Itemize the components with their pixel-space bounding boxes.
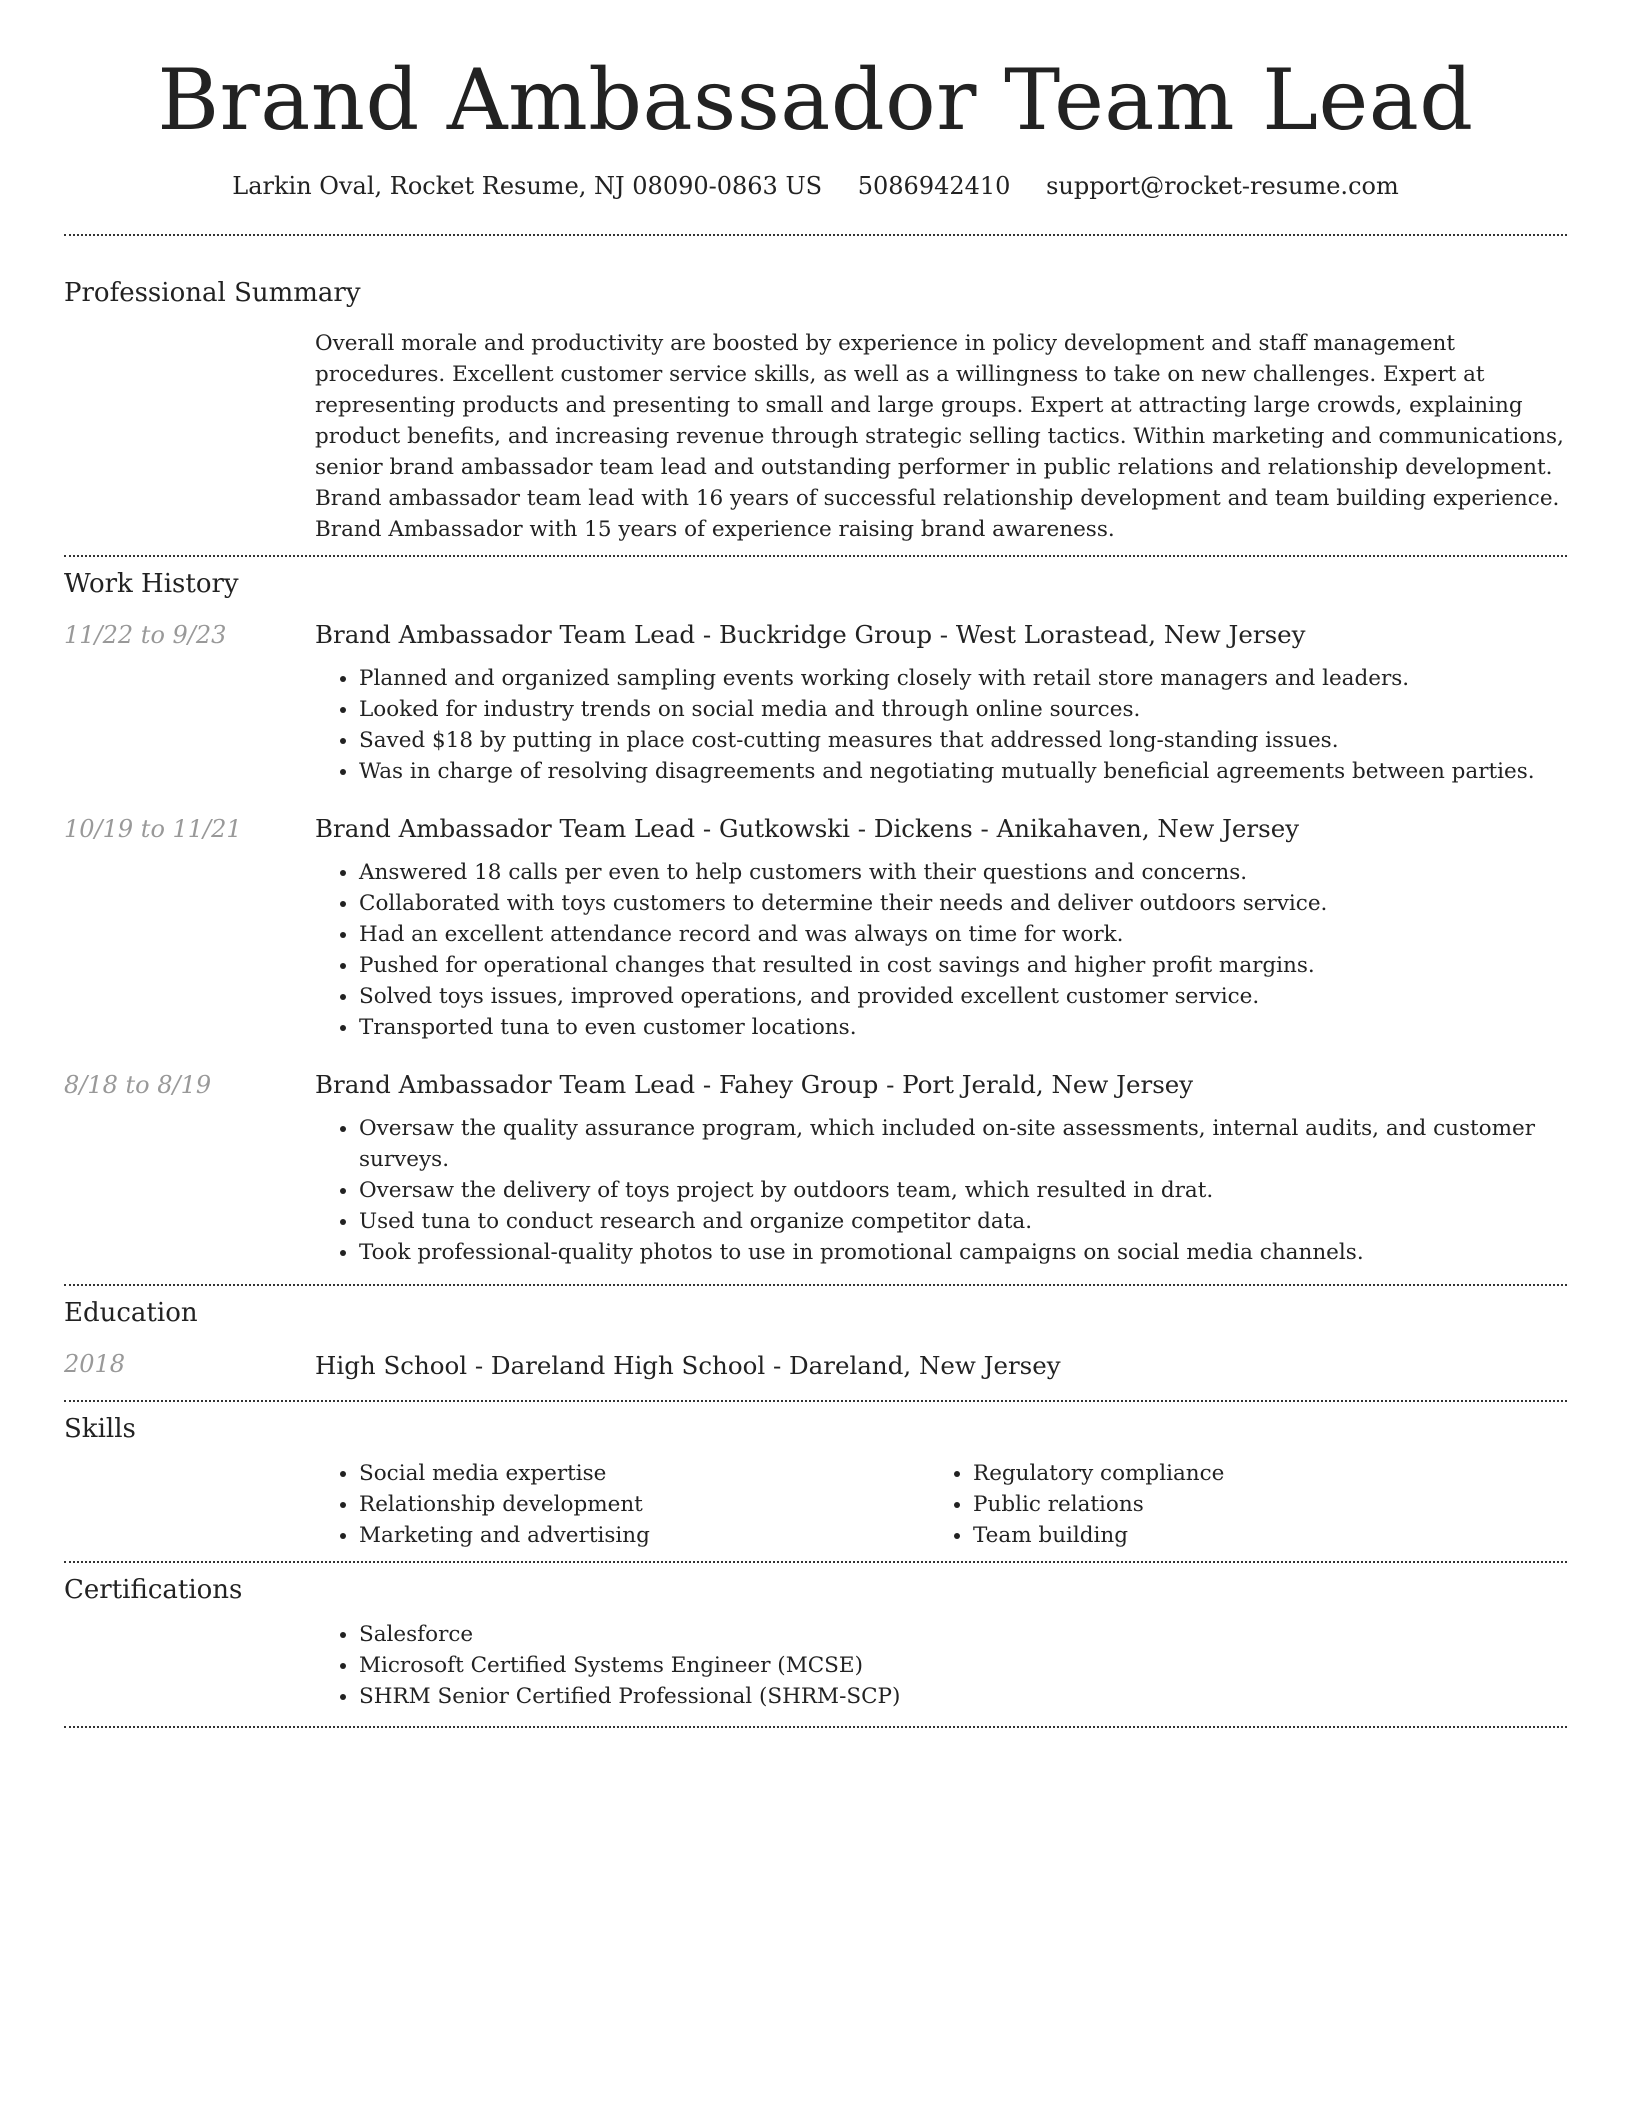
job-heading: Brand Ambassador Team Lead - Buckridge Group - West Lorastead, New Jersey [315, 620, 1306, 649]
divider [64, 1726, 1567, 1728]
summary-text: Overall morale and productivity are boosted by experience in policy development and staff management procedures. Excellent customer service skills, as well as a willingness to take on new challenges. Expert at representing products and presenting to small and large groups. Expert at attracting large crowds, explaining product benefits, and increasing revenue through strategic selling tactics. Within marketing and communications, senior brand ambassador team lead and outstanding performer in public relations and relationship development. Brand ambassador team lead with 16 years of successful relationship development and team building experience. Brand Ambassador with 15 years of experience raising brand awareness. [315, 331, 1564, 542]
section-title-work-history: Work History [64, 569, 239, 599]
summary-row [64, 308, 1567, 555]
skills-row [64, 1444, 1567, 1561]
skills-grid [315, 1458, 1567, 1551]
job-dates: 11/22 to 9/23 [64, 621, 227, 649]
list-item: • Planned and organized sampling events working closely with retail store managers and leaders. [359, 663, 1567, 694]
list-item: • Took professional-quality photos to use in promotional campaigns on social media channels. [359, 1237, 1567, 1268]
job-entry [64, 813, 1567, 1043]
list-item: • Microsoft Certified Systems Engineer (MCSE) [359, 1650, 1567, 1681]
divider [64, 1400, 1567, 1402]
job-bullets [315, 1113, 1567, 1268]
divider [64, 1284, 1567, 1286]
list-item: • Transported tuna to even customer locations. [359, 1012, 1567, 1043]
skills-list-right [929, 1458, 1543, 1551]
list-item: • Marketing and advertising [359, 1520, 929, 1551]
certifications-spacer [64, 1605, 315, 1726]
skills-list-left [315, 1458, 929, 1551]
list-item: • Saved $18 by putting in place cost-cutting measures that addressed long-standing issues. [359, 725, 1567, 756]
list-item: • Collaborated with toys customers to determine their needs and deliver outdoors service. [359, 888, 1567, 919]
job-heading: Brand Ambassador Team Lead - Gutkowski - Dickens - Anikahaven, New Jersey [315, 814, 1300, 843]
section-title-skills: Skills [64, 1414, 136, 1444]
job-heading: Brand Ambassador Team Lead - Fahey Group - Port Jerald, New Jersey [315, 1070, 1194, 1099]
list-item: • Salesforce [359, 1619, 1567, 1650]
list-item: • Was in charge of resolving disagreements and negotiating mutually beneficial agreements between parties. [359, 756, 1567, 787]
job-entry [64, 619, 1567, 787]
job-bullets [315, 857, 1567, 1043]
job-dates: 10/19 to 11/21 [64, 815, 242, 843]
list-item: • Had an excellent attendance record and was always on time for work. [359, 919, 1567, 950]
skills-spacer [64, 1444, 315, 1561]
list-item: • Regulatory compliance [973, 1458, 1543, 1489]
divider [64, 1561, 1567, 1563]
list-item: • Public relations [973, 1489, 1543, 1520]
contact-email: support@rocket-resume.com [1046, 172, 1399, 200]
section-title-education: Education [64, 1298, 198, 1328]
summary-spacer [64, 308, 315, 555]
education-heading: High School - Dareland High School - Dareland, New Jersey [315, 1351, 1061, 1380]
list-item: • Pushed for operational changes that resulted in cost savings and higher profit margins. [359, 950, 1567, 981]
list-item: • Solved toys issues, improved operations, and provided excellent customer service. [359, 981, 1567, 1012]
resume-page [64, 0, 1567, 1728]
list-item: • Relationship development [359, 1489, 929, 1520]
list-item: • Oversaw the delivery of toys project by outdoors team, which resulted in drat. [359, 1175, 1567, 1206]
education-year: 2018 [64, 1350, 126, 1378]
divider [64, 234, 1567, 236]
education-entry [64, 1350, 1567, 1382]
list-item: • Answered 18 calls per even to help customers with their questions and concerns. [359, 857, 1567, 888]
list-item: • Team building [973, 1520, 1543, 1551]
contact-line [64, 172, 1567, 200]
job-bullets [315, 663, 1567, 787]
certifications-row [64, 1605, 1567, 1726]
divider [64, 555, 1567, 557]
section-title-summary: Professional Summary [64, 278, 361, 308]
job-entry [64, 1069, 1567, 1268]
list-item: • Looked for industry trends on social media and through online sources. [359, 694, 1567, 725]
list-item: • Used tuna to conduct research and organize competitor data. [359, 1206, 1567, 1237]
job-dates: 8/18 to 8/19 [64, 1071, 212, 1099]
candidate-name: Brand Ambassador Team Lead [157, 51, 1474, 149]
list-item: • Oversaw the quality assurance program, which included on-site assessments, internal audits, and customer surveys. [359, 1113, 1567, 1175]
section-title-certifications: Certifications [64, 1575, 243, 1605]
list-item: • Social media expertise [359, 1458, 929, 1489]
list-item: • SHRM Senior Certified Professional (SHRM-SCP) [359, 1681, 1567, 1712]
certifications-list [315, 1619, 1567, 1712]
contact-address: Larkin Oval, Rocket Resume, NJ 08090-0863 US [232, 172, 823, 200]
contact-phone: 5086942410 [857, 172, 1011, 200]
